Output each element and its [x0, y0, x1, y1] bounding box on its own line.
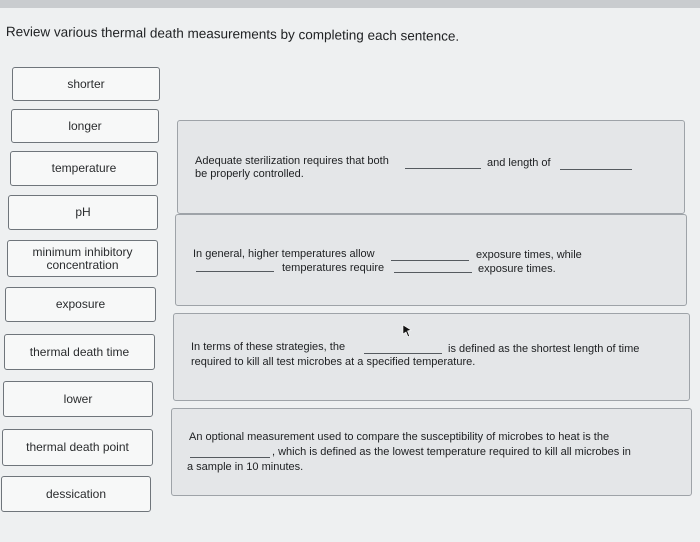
sentence-4-part-2: , which is defined as the lowest temperature required to kill all microbes in — [272, 446, 631, 458]
sentence-1-part-3: be properly controlled. — [195, 168, 304, 180]
mouse-cursor-icon — [402, 324, 412, 338]
blank-2a[interactable] — [391, 260, 469, 261]
sentence-1-part-1: Adequate sterilization requires that both — [195, 155, 389, 167]
blank-4a[interactable] — [190, 457, 270, 458]
blank-3a[interactable] — [364, 353, 442, 354]
blank-2b[interactable] — [196, 271, 274, 272]
blank-1b[interactable] — [560, 169, 632, 170]
answer-tile-minimum-inhibitory-concentration[interactable]: minimum inhibitory concentration — [7, 240, 158, 277]
sentence-1-part-2: and length of — [487, 157, 551, 169]
answer-tile-ph[interactable]: pH — [8, 195, 158, 230]
answer-tile-thermal-death-time[interactable]: thermal death time — [4, 334, 155, 370]
answer-tile-longer[interactable]: longer — [11, 109, 159, 143]
answer-tile-thermal-death-point[interactable]: thermal death point — [2, 429, 153, 466]
answer-tile-temperature[interactable]: temperature — [10, 151, 158, 186]
answer-tile-shorter[interactable]: shorter — [12, 67, 160, 101]
sentence-2-part-4: exposure times. — [478, 263, 556, 275]
blank-1a[interactable] — [405, 168, 481, 169]
sentence-4-part-3: a sample in 10 minutes. — [187, 461, 304, 473]
sentence-3-part-1: In terms of these strategies, the — [191, 341, 346, 353]
sentence-3-part-3: required to kill all test microbes at a specified temperature. — [191, 356, 476, 368]
sentence-3-part-2: is defined as the shortest length of time — [448, 343, 640, 355]
instructions-text: Review various thermal death measurements by completing each sentence. — [5, 24, 460, 44]
answer-tile-dessication[interactable]: dessication — [1, 476, 151, 512]
blank-2c[interactable] — [394, 272, 472, 273]
sentence-2-part-2: exposure times, while — [476, 249, 582, 261]
sentence-2-part-3: temperatures require — [282, 262, 385, 274]
window-top-bar — [0, 0, 700, 8]
sentence-2-part-1: In general, higher temperatures allow — [193, 248, 375, 260]
answer-tile-lower[interactable]: lower — [3, 381, 153, 417]
answer-tile-exposure[interactable]: exposure — [5, 287, 156, 322]
sentence-4-part-1: An optional measurement used to compare the susceptibility of microbes to heat is the — [189, 431, 610, 443]
